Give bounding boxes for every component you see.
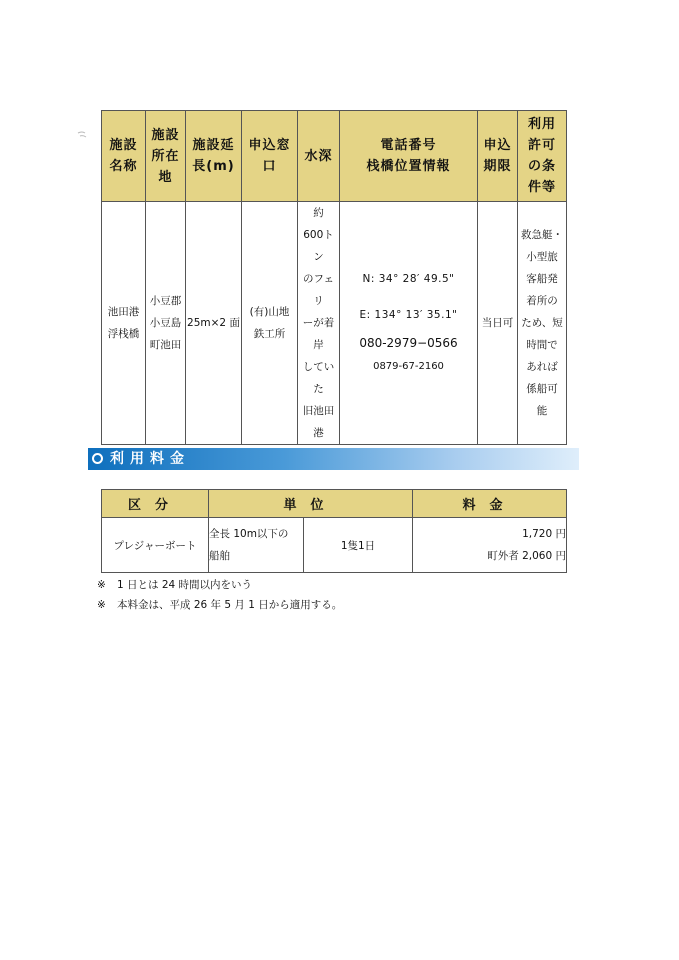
phone-office: 0879-67-2160 [373, 361, 444, 372]
fee-header-row [102, 490, 567, 518]
cell-unit: 1隻1日 [304, 518, 413, 573]
header-fee: 料金 [413, 490, 567, 518]
section-header-fees [88, 448, 579, 470]
header-depth: 水深 [298, 111, 340, 202]
fee-table [101, 489, 567, 573]
longitude: E: 134° 13′ 35.1" [359, 309, 458, 321]
header-facility-name: 施設 名称 [102, 111, 146, 202]
note-item: ※ 1 日とは 24 時間以内をいう [97, 579, 253, 591]
price-standard: 1,720 円 [522, 528, 567, 540]
notes [97, 575, 342, 615]
note-item: ※ 本料金は、平成 26 年 5 月 1 日から適用する。 [97, 599, 343, 611]
header-category: 区分 [102, 490, 209, 518]
price-outside: 町外者 2,060 円 [487, 550, 567, 562]
phone-mobile: 080-2979−0566 [359, 336, 458, 350]
header-length: 施設延 長(m) [186, 111, 242, 202]
facility-header-row [102, 111, 567, 202]
cell-phone-position [340, 202, 478, 445]
cell-price [413, 518, 567, 573]
circle-bullet-icon [92, 453, 103, 464]
latitude: N: 34° 28′ 49.5" [362, 273, 455, 285]
section-title: 利用料金 [110, 451, 190, 467]
header-office: 申込窓 口 [242, 111, 298, 202]
cell-facility-name: 池田港 浮栈橋 [102, 202, 146, 445]
fee-row [102, 518, 567, 573]
cell-location: 小豆郡 小豆島 町池田 [146, 202, 186, 445]
header-phone-position: 電話番号 栈橋位置情報 [340, 111, 478, 202]
cell-depth: 約 600トン のフェリ ーが着岸 していた 旧池田港 [298, 202, 340, 445]
cell-length: 25m×2 面 [186, 202, 242, 445]
header-deadline: 申込 期限 [478, 111, 518, 202]
facility-row [102, 202, 567, 445]
scan-speck [76, 130, 90, 140]
cell-category: プレジャーボート [102, 518, 209, 573]
cell-office: (有)山地 鉄工所 [242, 202, 298, 445]
cell-size: 全長 10m以下の 船舶 [209, 518, 304, 573]
header-conditions: 利用 許可 の条 件等 [518, 111, 567, 202]
cell-conditions: 救急艇・ 小型旅 客船発 着所の ため、短 時間で あれば 係船可 能 [518, 202, 567, 445]
cell-deadline: 当日可 [478, 202, 518, 445]
facility-table [101, 110, 567, 445]
header-location: 施設 所在 地 [146, 111, 186, 202]
header-unit: 単位 [209, 490, 413, 518]
